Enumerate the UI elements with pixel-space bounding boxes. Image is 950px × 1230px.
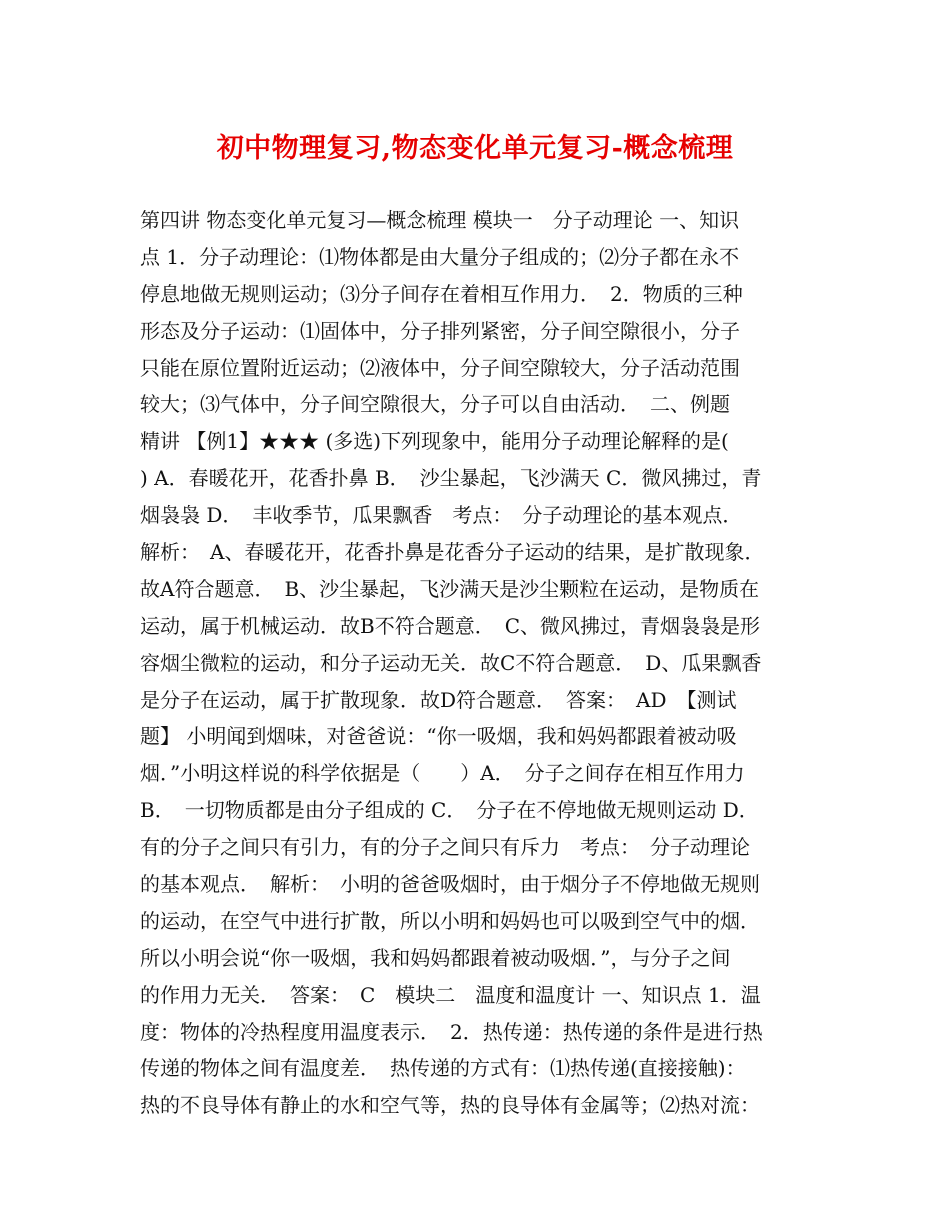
body-line: 的运动，在空气中进行扩散，所以小明和妈妈也可以吸到空气中的烟．	[140, 908, 760, 933]
body-line: 容烟尘微粒的运动，和分子运动无关．故C不符合题意． D、瓜果飘香	[140, 650, 762, 675]
document-title: 初中物理复习,物态变化单元复习-概念梳理	[216, 133, 734, 164]
body-line: 精讲 【例1】★★★ (多选)下列现象中，能用分子动理论解释的是(	[140, 429, 729, 454]
body-line: 有的分子之间只有引力，有的分子之间只有斥力 考点： 分子动理论	[140, 835, 750, 860]
body-line: 故A符合题意． B、沙尘暴起，飞沙满天是沙尘颗粒在运动，是物质在	[140, 576, 760, 601]
body-line: 所以小明会说“你一吸烟，我和妈妈都跟着被动吸烟．”，与分子之间	[140, 945, 731, 970]
body-line: 的基本观点． 解析： 小明的爸爸吸烟时，由于烟分子不停地做无规则	[140, 872, 760, 897]
body-line: 第四讲 物态变化单元复习—概念梳理 模块一 分子动理论 一、知识	[140, 208, 740, 232]
body-line: 解析： A、春暖花开，花香扑鼻是花香分子运动的结果，是扩散现象．	[140, 540, 765, 565]
body-line: 烟．”小明这样说的科学依据是（ ）A． 分子之间存在相互作用力	[140, 761, 745, 786]
body-line: 运动，属于机械运动．故B不符合题意． C、微风拂过，青烟袅袅是形	[140, 613, 760, 638]
body-line: 形态及分子运动：⑴固体中，分子排列紧密，分子间空隙很小，分子	[140, 318, 740, 343]
body-line: ) A．春暖花开，花香扑鼻 B． 沙尘暴起，飞沙满天 C．微风拂过，青	[140, 466, 762, 491]
body-line: 较大；⑶气体中，分子间空隙很大，分子可以自由活动． 二、例题	[140, 392, 730, 417]
body-line: 停息地做无规则运动；⑶分子间存在着相互作用力． 2．物质的三种	[140, 281, 743, 306]
body-line: 的作用力无关． 答案： C 模块二 温度和温度计 一、知识点 1．温	[140, 982, 761, 1007]
body-line: 只能在原位置附近运动；⑵液体中，分子间空隙较大，分子活动范围	[140, 355, 740, 380]
body-line: 度：物体的冷热程度用温度表示． 2．热传递：热传递的条件是进行热	[140, 1019, 763, 1044]
body-line: 是分子在运动，属于扩散现象．故D符合题意． 答案： AD 【测试	[140, 687, 737, 712]
body-line: B． 一切物质都是由分子组成的 C． 分子在不停地做无规则运动 D．	[140, 798, 759, 823]
body-line: 题】 小明闻到烟味，对爸爸说：“你一吸烟，我和妈妈都跟着被动吸	[140, 724, 737, 749]
body-line: 热的不良导体有静止的水和空气等，热的良导体有金属等；⑵热对流：	[140, 1093, 760, 1118]
body-line: 传递的物体之间有温度差． 热传递的方式有：⑴热传递(直接接触)：	[140, 1056, 746, 1081]
document-body	[140, 202, 820, 1124]
body-line: 点 1．分子动理论：⑴物体都是由大量分子组成的；⑵分子都在永不	[140, 244, 740, 269]
body-line: 烟袅袅 D． 丰收季节，瓜果飘香 考点： 分子动理论的基本观点．	[140, 503, 743, 528]
